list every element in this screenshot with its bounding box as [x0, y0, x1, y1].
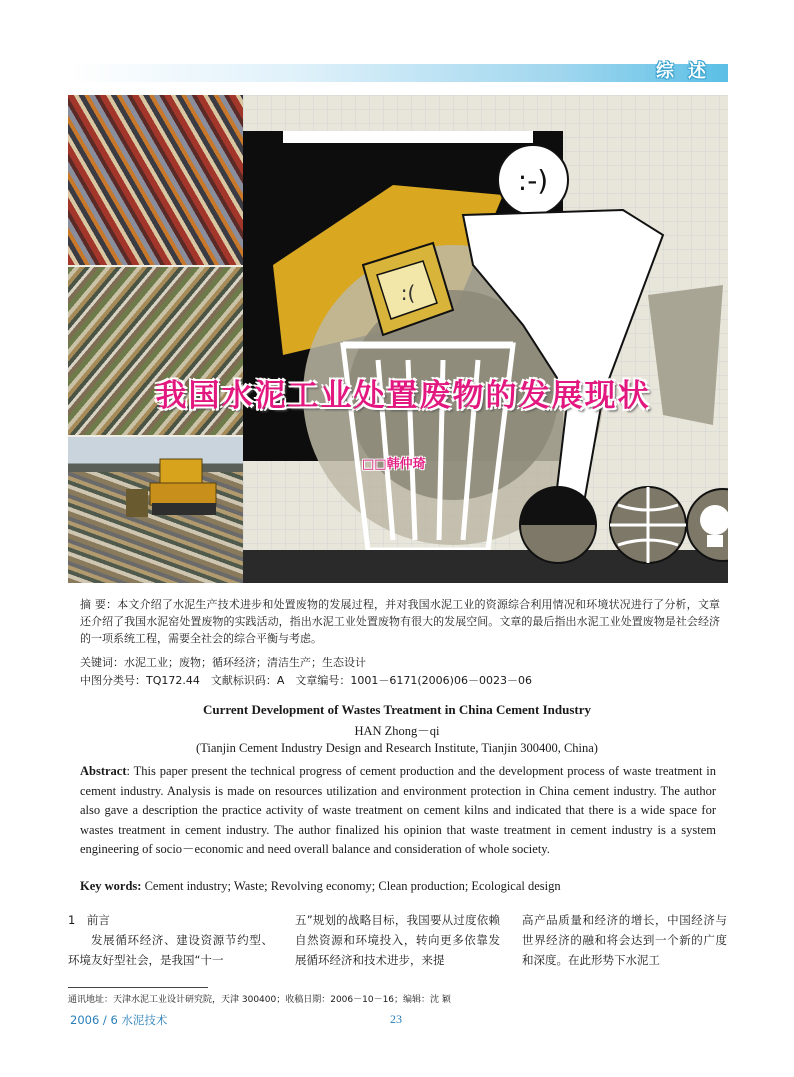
article-title-en: Current Development of Wastes Treatment in China Cement Industry: [202, 702, 592, 717]
landfill-bulldozer-photo: [68, 437, 243, 583]
article-title-zh: 我国水泥工业处置废物的发展现状: [155, 378, 651, 414]
keywords-zh: 关键词：水泥工业；废物；循环经济；清洁生产；生态设计: [80, 656, 366, 669]
body-paragraph: 发展循环经济、建设资源节约型、环境友好型社会，是我国“十一: [68, 933, 273, 967]
affiliation-en: (Tianjin Cement Industry Design and Research Institute, Tianjin 300400, China): [196, 741, 598, 755]
abstract-en: [80, 762, 716, 860]
abstract-text: : This paper present the technical progress of cement production and the development process of waste treatment in cement industry. Analysis is made on resources utilization and environment protection in China cement industry. The author also gave a description the practice activity of waste treatment on cement kilns and indicated that there is a wide space for wastes treatment in cement industry. The author finalized his opinion that waste treatment in cement industry is a system engineering of socio－economic and need overall balance and consideration of whole society.: [80, 764, 716, 856]
junked-cars-photo: [68, 95, 243, 265]
keywords-label: Key words:: [80, 879, 142, 893]
waste-bin-artwork: [243, 95, 728, 583]
journal-issue: 2006 / 6 水泥技术: [70, 1013, 168, 1027]
smiley-text: :-): [517, 164, 549, 197]
body-column-3: 高产品质量和经济的增长，中国经济与世界经济的融和将会达到一个新的广度和深度。在此形势下水泥工: [522, 913, 727, 967]
bulldozer-icon: [68, 437, 243, 583]
keywords-text: Cement industry; Waste; Revolving economy; Clean production; Ecological design: [141, 879, 561, 893]
body-column-1: [68, 910, 273, 970]
svg-text::(: :(: [400, 281, 416, 305]
footnote: 通讯地址：天津水泥工业设计研究院，天津 300400；收稿日期：2006－10－16；编辑：沈 颖: [68, 995, 451, 1005]
abstract-zh: 摘 要：本文介绍了水泥生产技术进步和处置废物的发展过程，并对我国水泥工业的资源综合利用情况和环境状况进行了分析，文章还介绍了我国水泥窑处置废物的实践活动，指出水泥工业处置废物有很大的发展空间。文章的最后指出水泥工业处置废物是社会经济的一项系统工程，需要全社会的综合平衡与考虑。: [80, 598, 720, 645]
section-tag: 综述: [656, 61, 720, 82]
hero-illustration: [68, 95, 728, 583]
keywords-en: [80, 879, 561, 894]
body-column-2: 五”规划的战略目标，我国要从过度依赖自然资源和环境投入，转向更多依靠发展循环经济和技术进步，来提: [295, 913, 500, 967]
section-heading: 1 前言: [68, 913, 110, 927]
author-zh: □□韩仲琦: [362, 457, 426, 472]
header-bar: [68, 64, 728, 82]
footnote-rule: [68, 987, 208, 988]
author-en: HAN Zhong－qi: [354, 724, 440, 738]
classification-zh: 中图分类号：TQ172.44 文献标识码：A 文章编号：1001－6171(2006)06－0023－06: [80, 674, 532, 687]
abstract-label: Abstract: [80, 764, 127, 778]
page-number: 23: [390, 1012, 402, 1026]
